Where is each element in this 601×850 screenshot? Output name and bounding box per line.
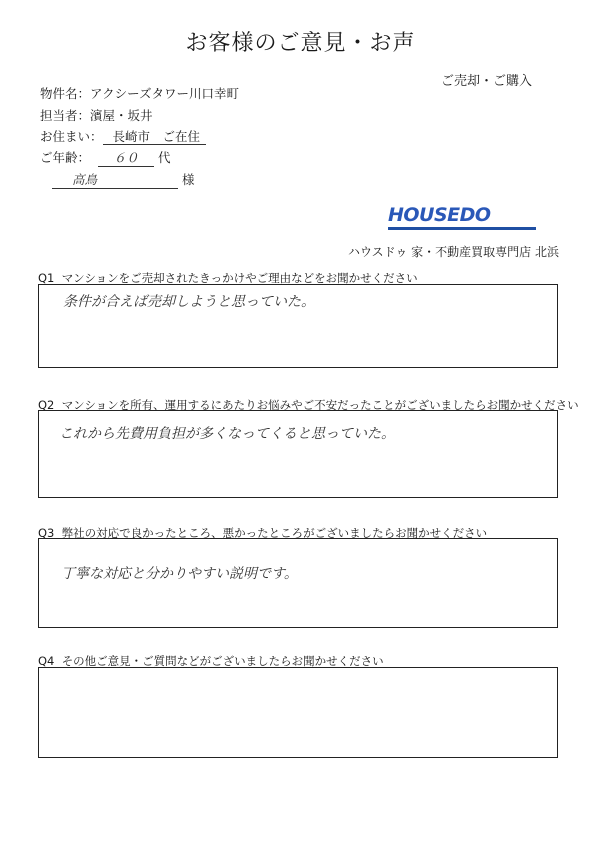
property-row [40, 84, 239, 102]
question-text: その他ご意見・ご質問などがございましたらお聞かせください [61, 654, 384, 668]
staff-row [40, 106, 153, 124]
answer-2: これから先費用負担が多くなってくると思っていた。 [59, 426, 395, 442]
page-title: お客様のご意見・お声 [185, 31, 416, 56]
question-label: Q4 [38, 654, 55, 668]
residence-label: お住まい： [40, 129, 103, 144]
property-value: アクシーズタワー川口幸町 [90, 86, 240, 101]
question-text: マンションを所有、運用するにあたりお悩みやご不安だったことがございましたらお聞かせください [61, 398, 579, 412]
age-suffix: 代 [158, 150, 171, 165]
property-label: 物件名： [40, 86, 91, 101]
name-suffix: 様 [182, 172, 195, 187]
age-row [40, 148, 171, 167]
company-name: ハウスドゥ 家・不動産買取専門店 北浜 [348, 245, 559, 259]
question-text: 弊社の対応で良かったところ、悪かったところがございましたらお聞かせください [61, 526, 488, 540]
question-label: Q3 [38, 526, 55, 540]
question-label: Q1 [38, 271, 55, 285]
staff-label: 担当者： [40, 108, 91, 123]
answer-box-3 [38, 538, 558, 628]
logo-underline [388, 227, 536, 230]
question-label: Q2 [38, 398, 55, 412]
residence-value: 長崎市 ご在住 [103, 129, 207, 145]
name-row [40, 170, 195, 189]
logo-text: HOUSEDO [388, 204, 491, 226]
age-value: ６０ [98, 148, 154, 167]
housedo-logo [388, 204, 536, 230]
answer-3: 丁寧な対応と分かりやすい説明です。 [61, 566, 298, 582]
answer-box-1 [38, 284, 558, 368]
customer-name: 高鳥 [52, 170, 178, 189]
staff-value: 濱屋・坂井 [90, 108, 153, 123]
residence-row [40, 127, 206, 145]
answer-box-2 [38, 410, 558, 498]
age-label: ご年齢： [40, 150, 91, 165]
question-text: マンションをご売却されたきっかけやご理由などをお聞かせください [61, 271, 418, 285]
answer-box-4 [38, 667, 558, 758]
answer-1: 条件が合えば売却しようと思っていた。 [63, 294, 315, 310]
transaction-type: ご売却・ご購入 [441, 74, 533, 89]
